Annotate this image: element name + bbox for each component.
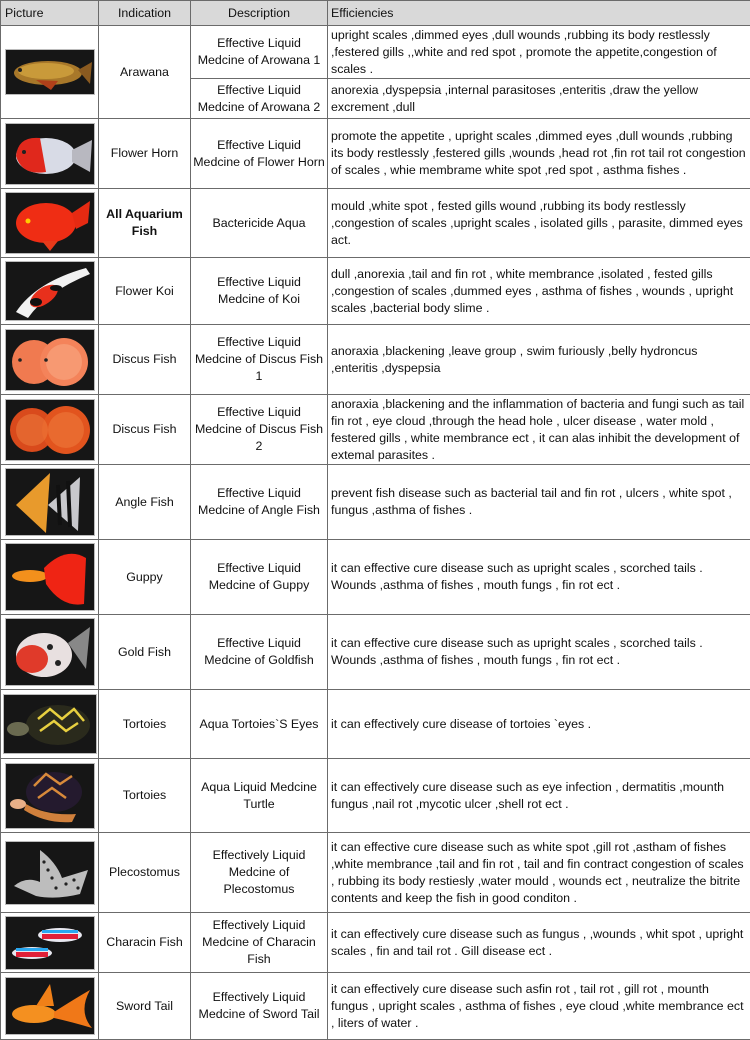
table-row — [1, 395, 750, 465]
table-row — [1, 690, 750, 759]
picture-cell — [1, 325, 99, 395]
description-cell: Effectively Liquid Medcine of Plecostomus — [191, 833, 328, 913]
description-cell: Aqua Liquid Medcine Turtle — [191, 759, 328, 833]
picture-cell — [1, 465, 99, 540]
indication-cell: Sword Tail — [99, 973, 191, 1040]
table-row — [1, 973, 750, 1040]
discus-fish-image-1 — [5, 329, 95, 391]
discus-fish-image-2 — [5, 399, 95, 461]
indication-cell: Tortoies — [99, 690, 191, 759]
picture-cell — [1, 913, 99, 973]
indication-cell: Discus Fish — [99, 325, 191, 395]
indication-cell: All Aquarium Fish — [99, 189, 191, 258]
efficiencies-cell: upright scales ,dimmed eyes ,dull wounds ,rubbing its body restlessly ,festered gills ,,white and red spot , promote the appetite,congestion of scales . — [328, 26, 750, 79]
tortoise-image-2 — [5, 763, 95, 829]
indication-cell: Angle Fish — [99, 465, 191, 540]
arowana-fish-image — [5, 49, 95, 95]
efficiencies-cell: it can effective cure disease such as upright scales , scorched tails . Wounds ,asthma of fishes , mouth fungs , fin rot ect . — [328, 615, 750, 690]
indication-cell: Guppy — [99, 540, 191, 615]
table-row — [1, 26, 750, 79]
description-cell: Aqua Tortoies`S Eyes — [191, 690, 328, 759]
picture-cell — [1, 258, 99, 325]
description-cell: Effectively Liquid Medcine of Characin Fish — [191, 913, 328, 973]
picture-cell — [1, 690, 99, 759]
table-row — [1, 913, 750, 973]
description-cell: Bactericide Aqua — [191, 189, 328, 258]
characin-fish-image — [5, 916, 95, 970]
table-row — [1, 833, 750, 913]
red-parrot-fish-image — [5, 192, 95, 254]
description-cell: Effective Liquid Medcine of Koi — [191, 258, 328, 325]
efficiencies-cell: it can effective cure disease such as white spot ,gill rot ,astham of fishes ,white membrance ,tail and fin rot , tail and fin contract congestion of scales , rubbing its body restiesly ,water mould , wounds ect , neutralize the bitrite contents and keep the fish in good conditon . — [328, 833, 750, 913]
indication-cell: Arawana — [99, 26, 191, 119]
efficiencies-cell: promote the appetite , upright scales ,dimmed eyes ,dull wounds ,rubbing its body restlessly ,festered gills ,wounds ,head rot ,fin rot tail rot congestion of scales , whie membrame white spot ,red spot , asthma fishes . — [328, 119, 750, 189]
efficiencies-cell: prevent fish disease such as bacterial tail and fin rot , ulcers , white spot , fungus ,asthma of fishes . — [328, 465, 750, 540]
indication-cell: Characin Fish — [99, 913, 191, 973]
goldfish-image — [5, 618, 95, 686]
header-efficiencies: Efficiencies — [328, 1, 750, 26]
header-description: Description — [191, 1, 328, 26]
picture-cell — [1, 26, 99, 119]
picture-cell — [1, 615, 99, 690]
table-row — [1, 189, 750, 258]
header-picture: Picture — [1, 1, 99, 26]
efficiencies-cell: anorexia ,dyspepsia ,internal parasitoses ,enteritis ,draw the yellow excrement ,dull — [328, 79, 750, 119]
table-header-row — [1, 1, 750, 26]
description-cell: Effective Liquid Medcine of Arowana 1 — [191, 26, 328, 79]
indication-cell: Gold Fish — [99, 615, 191, 690]
picture-cell — [1, 189, 99, 258]
table-row — [1, 540, 750, 615]
header-indication: Indication — [99, 1, 191, 26]
picture-cell — [1, 759, 99, 833]
efficiencies-cell: it can effectively cure disease such asfin rot , tail rot , gill rot , mounth fungus , upright scales , asthma of fishes , eye cloud ,white membrance ect , liters of water . — [328, 973, 750, 1040]
picture-cell — [1, 540, 99, 615]
description-cell: Effective Liquid Medcine of Goldfish — [191, 615, 328, 690]
description-cell: Effective Liquid Medcine of Discus Fish 1 — [191, 325, 328, 395]
table-row — [1, 258, 750, 325]
description-cell: Effective Liquid Medcine of Flower Horn — [191, 119, 328, 189]
description-cell: Effective Liquid Medcine of Discus Fish 2 — [191, 395, 328, 465]
indication-cell: Flower Horn — [99, 119, 191, 189]
description-cell: Effective Liquid Medcine of Angle Fish — [191, 465, 328, 540]
sword-tail-fish-image — [5, 977, 95, 1035]
efficiencies-cell: it can effectively cure disease such as eye infection , dermatitis ,mounth fungus ,nail rot ,mycotic ulcer ,shell rot ect . — [328, 759, 750, 833]
table-row — [1, 325, 750, 395]
description-cell: Effectively Liquid Medcine of Sword Tail — [191, 973, 328, 1040]
tortoise-image-1 — [3, 694, 97, 754]
guppy-fish-image — [5, 543, 95, 611]
efficiencies-cell: dull ,anorexia ,tail and fin rot , white membrance ,isolated , fested gills ,congestion of scales ,dummed eyes , asthma of fishes , wounds , upright scales ,bacterial body slime . — [328, 258, 750, 325]
efficiencies-cell: mould ,white spot , fested gills wound ,rubbing its body restlessly ,congestion of scales ,upright scales , isolated gills , parasite, dimmed eyes act. — [328, 189, 750, 258]
efficiencies-cell: it can effectively cure disease of tortoies `eyes . — [328, 690, 750, 759]
picture-cell — [1, 395, 99, 465]
table-row — [1, 759, 750, 833]
description-cell: Effective Liquid Medcine of Arowana 2 — [191, 79, 328, 119]
table-row — [1, 615, 750, 690]
koi-fish-image — [5, 261, 95, 321]
efficiencies-cell: it can effectively cure disease such as fungus , ,wounds , whit spot , upright scales , fin and tail rot . Gill disease ect . — [328, 913, 750, 973]
table-row — [1, 119, 750, 189]
indication-cell: Flower Koi — [99, 258, 191, 325]
efficiencies-cell: it can effective cure disease such as upright scales , scorched tails . Wounds ,asthma of fishes , mouth fungs , fin rot ect . — [328, 540, 750, 615]
table-row — [1, 465, 750, 540]
picture-cell — [1, 973, 99, 1040]
angel-fish-image — [5, 468, 95, 536]
flower-horn-fish-image — [5, 123, 95, 185]
picture-cell — [1, 119, 99, 189]
indication-cell: Plecostomus — [99, 833, 191, 913]
efficiencies-cell: anoraxia ,blackening and the inflammation of bacteria and fungi such as tail fin rot , eye cloud ,through the head hole , ulcer disease , water mold , festered gills , white membrance ect , it can alas inhibit the development of extemal parasites . — [328, 395, 750, 465]
indication-cell: Tortoies — [99, 759, 191, 833]
efficiencies-cell: anoraxia ,blackening ,leave group , swim furiously ,belly hydroncus ,enteritis ,dyspepsia — [328, 325, 750, 395]
picture-cell — [1, 833, 99, 913]
description-cell: Effective Liquid Medcine of Guppy — [191, 540, 328, 615]
indication-cell: Discus Fish — [99, 395, 191, 465]
plecostomus-fish-image — [5, 841, 95, 905]
